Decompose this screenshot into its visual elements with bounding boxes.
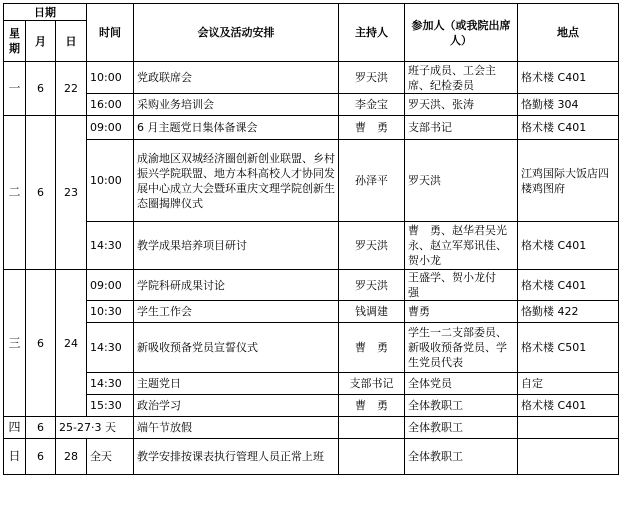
header-event: 会议及活动安排 (134, 4, 339, 62)
month-cell: 6 (26, 116, 56, 270)
participants-cell: 全体教职工 (405, 417, 518, 439)
host-cell: 支部书记 (339, 373, 405, 395)
host-cell: 罗天洪 (339, 62, 405, 94)
host-cell: 罗天洪 (339, 270, 405, 301)
location-cell: 格术楼 C401 (518, 222, 619, 270)
participants-cell: 全体教职工 (405, 395, 518, 417)
event-cell: 端午节放假 (134, 417, 339, 439)
header-host: 主持人 (339, 4, 405, 62)
location-cell: 恪勤楼 422 (518, 301, 619, 323)
location-cell (518, 417, 619, 439)
event-cell: 教学成果培养项目研讨 (134, 222, 339, 270)
weekday-cell: 日 (4, 439, 26, 475)
participants-cell: 班子成员、工会主席、纪检委员 (405, 62, 518, 94)
time-cell: 09:00 (87, 270, 134, 301)
location-cell: 格术楼 C401 (518, 62, 619, 94)
table-row (4, 439, 619, 475)
weekday-cell: 二 (4, 116, 26, 270)
participants-cell: 全体党员 (405, 373, 518, 395)
time-cell: 10:00 (87, 140, 134, 222)
participants-cell: 曹 勇、赵华君吴光永、赵立军郑讯佳、贺小龙 (405, 222, 518, 270)
day-cell: 24 (56, 270, 87, 417)
table-row (4, 323, 619, 373)
event-cell: 成渝地区双城经济圈创新创业联盟、乡村振兴学院联盟、地方本科高校人才协同发展中心成立大会暨环重庆文理学院创新生态圈揭牌仪式 (134, 140, 339, 222)
schedule-table (3, 3, 619, 475)
host-cell: 罗天洪 (339, 222, 405, 270)
location-cell: 自定 (518, 373, 619, 395)
location-cell: 格术楼 C401 (518, 116, 619, 140)
weekday-cell: 三 (4, 270, 26, 417)
table-row (4, 373, 619, 395)
time-cell: 09:00 (87, 116, 134, 140)
location-cell: 恪勤楼 304 (518, 94, 619, 116)
host-cell: 曹 勇 (339, 323, 405, 373)
event-cell: 学院科研成果讨论 (134, 270, 339, 301)
time-cell: 全天 (87, 439, 134, 475)
event-cell: 学生工作会 (134, 301, 339, 323)
event-cell: 新吸收预备党员宣誓仪式 (134, 323, 339, 373)
participants-cell: 罗天洪、张涛 (405, 94, 518, 116)
header-time: 时间 (87, 4, 134, 62)
table-row (4, 62, 619, 94)
event-cell: 采购业务培训会 (134, 94, 339, 116)
time-cell: 10:30 (87, 301, 134, 323)
participants-cell: 罗天洪 (405, 140, 518, 222)
host-cell (339, 417, 405, 439)
weekday-cell: 一 (4, 62, 26, 116)
time-cell: 16:00 (87, 94, 134, 116)
host-cell: 孙泽平 (339, 140, 405, 222)
time-cell: 15:30 (87, 395, 134, 417)
location-cell (518, 439, 619, 475)
header-location: 地点 (518, 4, 619, 62)
day-cell: 28 (56, 439, 87, 475)
event-cell: 党政联席会 (134, 62, 339, 94)
location-cell: 格术楼 C501 (518, 323, 619, 373)
table-row (4, 395, 619, 417)
header-month: 月 (26, 21, 56, 62)
header-participants: 参加人（或我院出席人） (405, 4, 518, 62)
day-cell: 23 (56, 116, 87, 270)
host-cell: 钱调建 (339, 301, 405, 323)
time-cell: 14:30 (87, 222, 134, 270)
day-cell: 25-27·3 天 (56, 417, 134, 439)
month-cell: 6 (26, 62, 56, 116)
host-cell: 李金宝 (339, 94, 405, 116)
host-cell: 曹 勇 (339, 395, 405, 417)
host-cell: 曹 勇 (339, 116, 405, 140)
month-cell: 6 (26, 270, 56, 417)
header-day: 日 (56, 21, 87, 62)
month-cell: 6 (26, 439, 56, 475)
table-row (4, 417, 619, 439)
day-cell: 22 (56, 62, 87, 116)
table-row (4, 301, 619, 323)
table-row (4, 116, 619, 140)
participants-cell: 支部书记 (405, 116, 518, 140)
table-row (4, 270, 619, 301)
time-cell: 14:30 (87, 373, 134, 395)
participants-cell: 曹勇 (405, 301, 518, 323)
host-cell (339, 439, 405, 475)
event-cell: 6 月主题党日集体备课会 (134, 116, 339, 140)
weekday-cell: 四 (4, 417, 26, 439)
participants-cell: 全体教职工 (405, 439, 518, 475)
location-cell: 格术楼 C401 (518, 395, 619, 417)
header-weekday: 星期 (4, 21, 26, 62)
location-cell: 江鸡国际大饭店四楼鸡图府 (518, 140, 619, 222)
table-row (4, 94, 619, 116)
event-cell: 政治学习 (134, 395, 339, 417)
month-cell: 6 (26, 417, 56, 439)
time-cell: 14:30 (87, 323, 134, 373)
time-cell: 10:00 (87, 62, 134, 94)
event-cell: 主题党日 (134, 373, 339, 395)
location-cell: 格术楼 C401 (518, 270, 619, 301)
participants-cell: 学生一二支部委员、新吸收预备党员、学生党员代表 (405, 323, 518, 373)
table-row (4, 140, 619, 222)
header-date: 日期 (4, 4, 87, 21)
table-row (4, 222, 619, 270)
event-cell: 教学安排按课表执行管理人员正常上班 (134, 439, 339, 475)
participants-cell: 王盛学、贺小龙付 强 (405, 270, 518, 301)
